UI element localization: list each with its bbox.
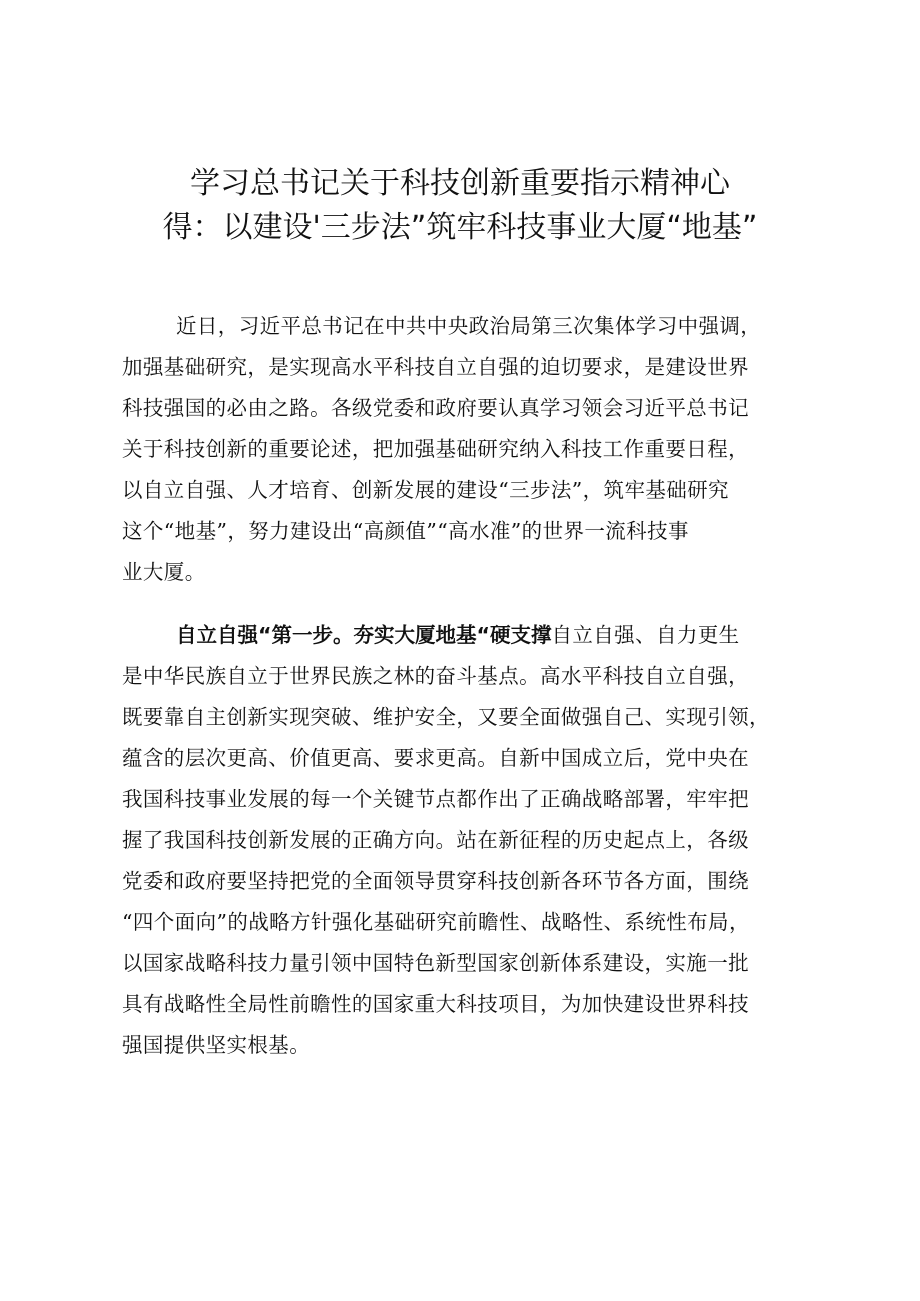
paragraph-line: 这个“地基”，努力建设出“高颜值”“高水准”的世界一流科技事 xyxy=(122,519,689,543)
paragraph-line: 既要靠自主创新实现突破、维护安全，又要全面做强自己、实现引领， xyxy=(122,705,770,729)
paragraph-line: 握了我国科技创新发展的正确方向。站在新征程的历史起点上，各级 xyxy=(122,828,749,852)
paragraph-line: 以自立自强、人才培育、创新发展的建设“三步法”，筑牢基础研究 xyxy=(122,478,729,502)
paragraph-line: 具有战略性全局性前瞻性的国家重大科技项目，为加快建设世界科技 xyxy=(122,992,749,1016)
paragraph-line: 党委和政府要坚持把党的全面领导贯穿科技创新各环节各方面，围绕 xyxy=(122,869,749,893)
title-line: 得：以建设'三步法”筑牢科技事业大厦“地基” xyxy=(162,210,758,245)
document-title xyxy=(110,162,810,250)
paragraph-line: “四个面向”的战略方针强化基础研究前瞻性、战略性、系统性布局， xyxy=(122,910,750,934)
paragraph-line: 关于科技创新的重要论述，把加强基础研究纳入科技工作重要日程， xyxy=(122,437,749,461)
paragraph-line: 强国提供坚实根基。 xyxy=(122,1033,311,1057)
paragraph-line: 是中华民族自立于世界民族之林的奋斗基点。高水平科技自立自强， xyxy=(122,664,749,688)
paragraph-line: 以国家战略科技力量引领中国特色新型国家创新体系建设，实施一批 xyxy=(122,951,749,975)
paragraph-line: 近日，习近平总书记在中共中央政治局第三次集体学习中强调， xyxy=(176,314,762,338)
paragraph-line: 我国科技事业发展的每一个关键节点都作出了正确战略部署，牢牢把 xyxy=(122,787,749,811)
paragraph-line: 蕴含的层次更高、价值更高、要求更高。自新中国成立后，党中央在 xyxy=(122,746,749,770)
paragraph-step-one xyxy=(122,615,812,1066)
paragraph-lead-text: 自立自强、自力更生 xyxy=(551,623,740,647)
section-heading: 自立自强“第一步。夯实大厦地基“硬支撑 xyxy=(176,623,552,647)
paragraph-line: 业大厦。 xyxy=(122,560,206,584)
paragraph-line: 加强基础研究，是实现高水平科技自立自强的迫切要求，是建设世界 xyxy=(122,355,749,379)
title-line: 学习总书记关于科技创新重要指示精神心 xyxy=(190,166,730,201)
paragraph-first-line xyxy=(122,615,812,656)
paragraph-line: 科技强国的必由之路。各级党委和政府要认真学习领会习近平总书记 xyxy=(122,396,749,420)
paragraph-intro xyxy=(122,306,812,593)
